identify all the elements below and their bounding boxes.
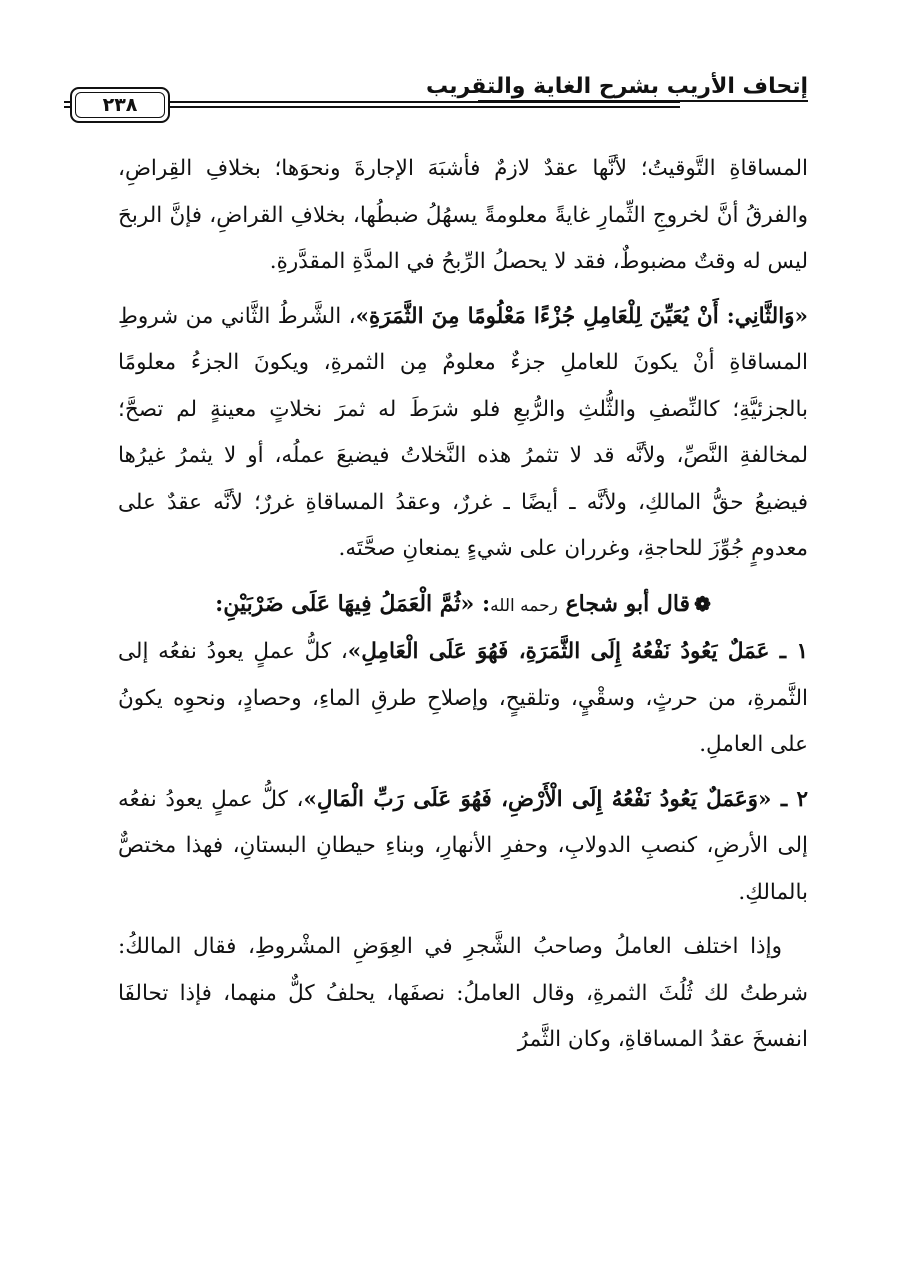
author-matn: : «ثُمَّ الْعَمَلُ فِيهَا عَلَى ضَرْبَيْنِ:	[215, 590, 491, 617]
matn-quote-4: ٢ ـ «وَعَمَلٌ يَعُودُ نَفْعُهُ إِلَى الْأَرْضِ، فَهُوَ عَلَى رَبِّ الْمَالِ»	[303, 786, 808, 812]
paragraph-1: المساقاةِ التَّوقيتُ؛ لأنَّها عقدٌ لازمٌ فأشبَهَ الإجارةَ ونحوَها؛ بخلافِ القِراضِ، والفرقُ أنَّ لخروجِ الثِّمارِ غايةً معلومةً يسهُلُ ضبطُها، بخلافِ القراضِ، فإنَّ الربحَ ليس له وقتٌ مضبوطٌ، فقد لا يحصلُ الرِّبحُ في المدَّةِ المقدَّرةِ.	[118, 156, 808, 274]
page-number-frame	[70, 87, 170, 123]
flower-ornament-icon: ❁	[694, 591, 711, 616]
commentary-3: ، كلُّ عملٍ يعودُ نفعُه إلى الثَّمرةِ، من حرثٍ، وسقْيٍ، وتلقيحٍ، وإصلاحِ طرقِ الماءِ، وحصادٍ، ونحوِه يكونُ على العاملِ.	[118, 639, 808, 757]
commentary-4: ، كلُّ عملٍ يعودُ نفعُه إلى الأرضِ، كنصبِ الدولابِ، وحفرِ الأنهارِ، وبناءِ حيطانِ البستانِ، فهذا مختصٌّ بالمالكِ.	[118, 786, 808, 905]
page-header	[64, 66, 808, 136]
author-honorific: رحمه الله	[490, 595, 558, 616]
paragraph-4	[118, 777, 808, 917]
matn-quote-2: «وَالثَّانِي: أَنْ يُعَيِّنَ لِلْعَامِلِ جُزْءًا مَعْلُومًا مِنَ الثَّمَرَةِ»	[355, 303, 808, 329]
matn-quote-3: ١ ـ عَمَلٌ يَعُودُ نَفْعُهُ إِلَى الثَّمَرَةِ، فَهُوَ عَلَى الْعَامِلِ»	[347, 639, 808, 664]
author-name: قال أبو شجاع	[565, 590, 691, 617]
commentary-2: ، الشَّرطُ الثَّاني من شروطِ المساقاةِ أنْ يكونَ للعاملِ جزءٌ معلومٌ مِن الثمرةِ، ويكونَ الجزءُ معلومًا بالجزئيَّةِ؛ كالنِّصفِ والثُّلثِ والرُّبعِ فلو شرَطَ له ثمرَ نخلاتٍ معينةٍ لم تصحَّ؛ لمخالفةِ النَّصِّ، ولأنَّه قد لا تثمرُ هذه النَّخلاتُ فيضيعَ عملُه، أو لا يثمرُ غيرُها فيضيعُ حقُّ المالكِ، ولأنَّه ـ أيضًا ـ غررٌ، وعقدُ المساقاةِ غررٌ؛ لأنَّه عقدٌ على معدومٍ جُوِّزَ للحاجةِ، وغرران على شيءٍ يمنعانِ صحَّتَه.	[118, 303, 808, 561]
paragraph-2	[118, 294, 808, 573]
page-number: ٢٣٨	[75, 92, 165, 118]
paragraph-5: وإذا اختلف العاملُ وصاحبُ الشَّجرِ في العِوَضِ المشْروطِ، فقال المالكُ: شرطتُ لك ثُلُثَ الثمرةِ، وقال العاملُ: نصفَها، يحلفُ كلٌّ منهما، فإذا تحالفَا انفسخَ عقدُ المساقاةِ، وكان الثَّمرُ	[118, 934, 808, 1052]
author-statement	[118, 581, 808, 630]
paragraph-3	[118, 629, 808, 769]
page-body	[118, 146, 808, 1064]
book-title: إتحاف الأريب بشرح الغاية والتقريب	[425, 74, 808, 99]
